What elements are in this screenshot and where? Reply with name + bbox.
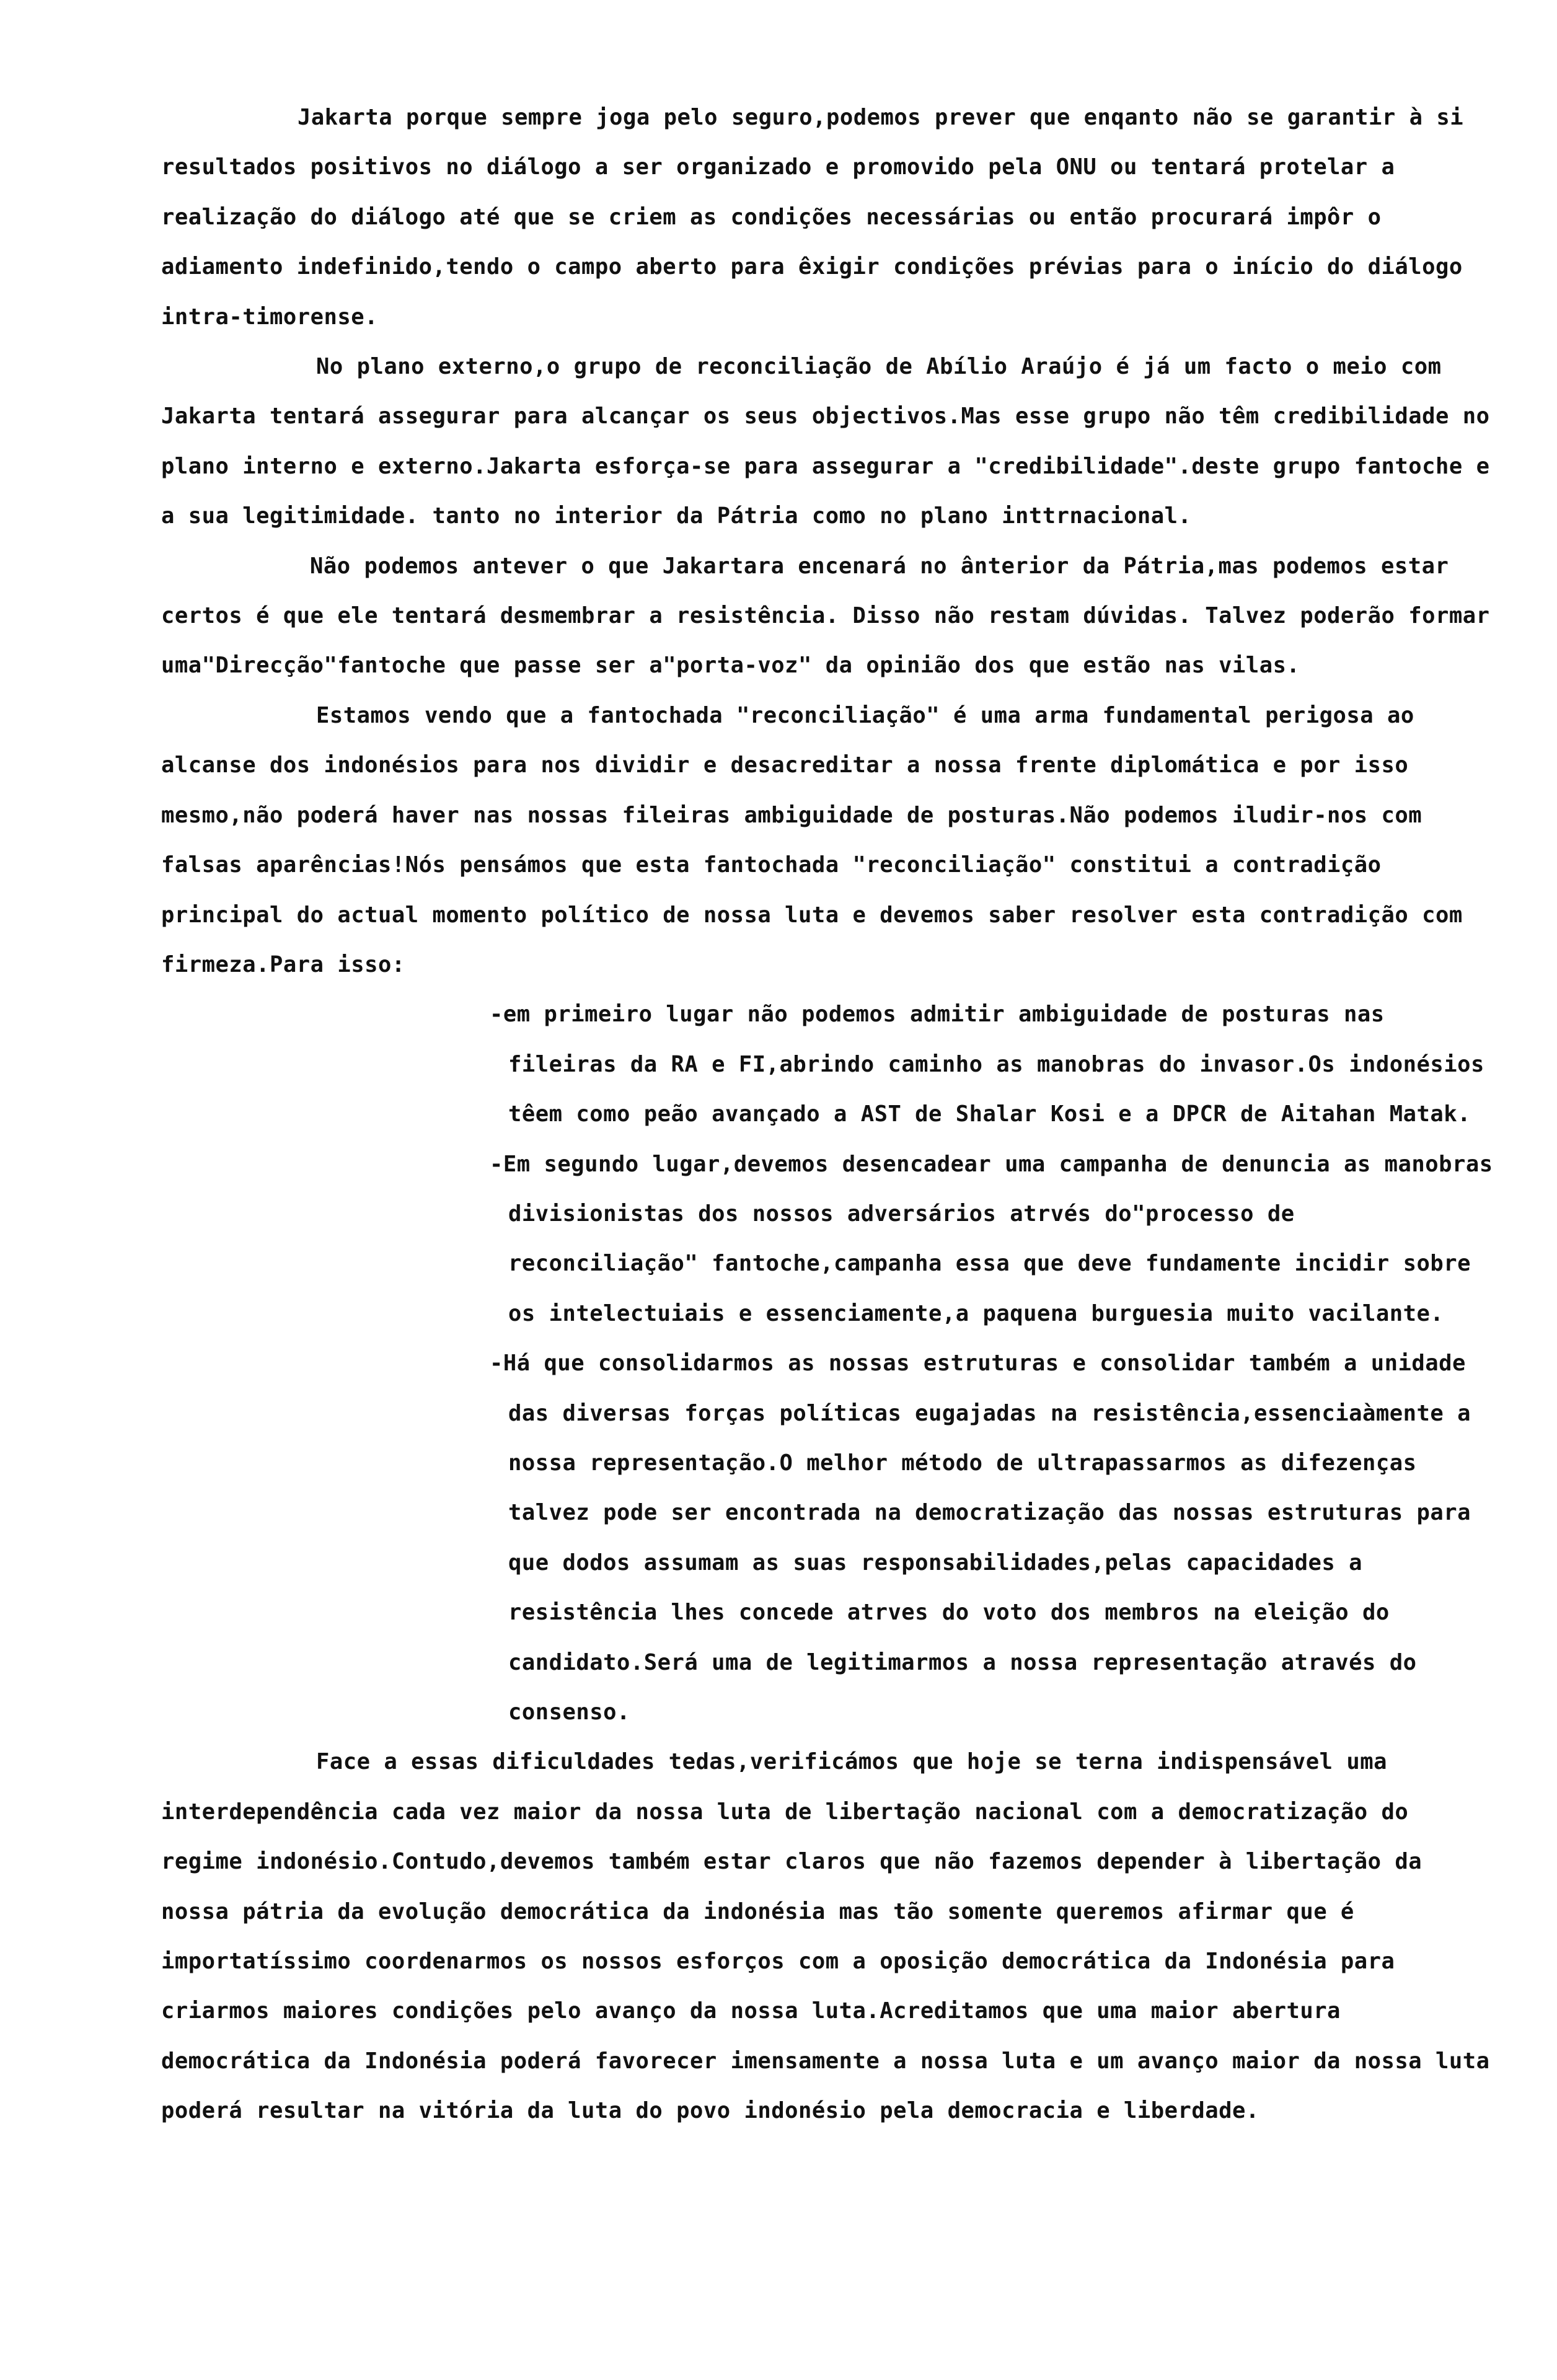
list-item-second-place: -Em segundo lugar,devemos desencadear uma campanha de denuncia as manobras divisionistas dos nossos adversários atrvés do"processo de reconciliação" fantoche,campanha essa que deve fundamente incidir sobre os intelectuiais e essenciamente,a paquena burguesia muito vacilante. bbox=[490, 1151, 1493, 1326]
action-list bbox=[161, 990, 1495, 1737]
paragraph-interior-resistance: Não podemos antever o que Jakartara encenará no ânterior da Pátria,mas podemos estar certos é que ele tentará desmembrar a resistência. Disso não restam dúvidas. Talvez poderão formar uma"Direcção"fantoche que passe ser a"porta-voz" da opinião dos que estão nas vilas. bbox=[161, 553, 1504, 679]
list-item-first-place: -em primeiro lugar não podemos admitir ambiguidade de posturas nas fileiras da RA e FI,abrindo caminho as manobras do invasor.Os indonésios têem como peão avançado a AST de Shalar Kosi e a DPCR de Aitahan Matak. bbox=[490, 1002, 1484, 1127]
paragraph-jakarta-dialogue: Jakarta porque sempre joga pelo seguro,podemos prever que enqanto não se garantir à si resultados positivos no diálogo a ser organizado e promovido pela ONU ou tentará protelar a realização do diálogo até que se criem as condições necessárias ou então procurará impôr o adiamento indefinido,tendo o campo aberto para êxigir condições prévias para o início do diálogo intra-timorense. bbox=[161, 105, 1477, 330]
paragraph-external-plan: No plano externo,o grupo de reconciliação de Abílio Araújo é já um facto o meio com Jakarta tentará assegurar para alcançar os seus objectivos.Mas esse grupo não têm credibilidade no plano interno e externo.Jakarta esforça-se para assegurar a "credibilidade".deste grupo fantoche e a sua legitimidade. tanto no interior da Pátria como no plano inttrnacional. bbox=[161, 354, 1504, 529]
paragraph-reconciliation: Estamos vendo que a fantochada "reconciliação" é uma arma fundamental perigosa ao alcanse dos indonésios para nos dividir e desacreditar a nossa frente diplomática e por isso mesmo,não poderá haver nas nossas fileiras ambiguidade de posturas.Não podemos iludir-nos com falsas aparências!Nós pensámos que esta fantochada "reconciliação" constitui a contradição principal do actual momento político de nossa luta e devemos saber resolver esta contradição com firmeza.Para isso: bbox=[161, 702, 1476, 977]
list-item-consolidate: -Há que consolidarmos as nossas estruturas e consolidar também a unidade das diversas forças políticas eugajadas na resistência,essenciaàmente a nossa representação.O melhor método de ultrapassarmos as difezenças talvez pode ser encontrada na democratização das nossas estruturas para que dodos assumam as suas responsabilidades,pelas capacidades a resistência lhes concede atrves do voto dos membros na eleição do candidato.Será uma de legitimarmos a nossa representação através do consenso. bbox=[490, 1351, 1471, 1725]
paragraph-closing: Face a essas dificuldades tedas,verificámos que hoje se terna indispensável uma interdependência cada vez maior da nossa luta de libertação nacional com a democratização do regime indonésio.Contudo,devemos também estar claros que não fazemos depender à libertação da nossa pátria da evolução democrática da indonésia mas tão somente queremos afirmar que é importatíssimo coordenarmos os nossos esforços com a oposição democrática da Indonésia para criarmos maiores condições pelo avanço da nossa luta.Acreditamos que uma maior abertura democrática da Indonésia poderá favorecer imensamente a nossa luta e um avanço maior da nossa luta poderá resultar na vitória da luta do povo indonésio pela democracia e liberdade. bbox=[161, 1749, 1504, 2124]
